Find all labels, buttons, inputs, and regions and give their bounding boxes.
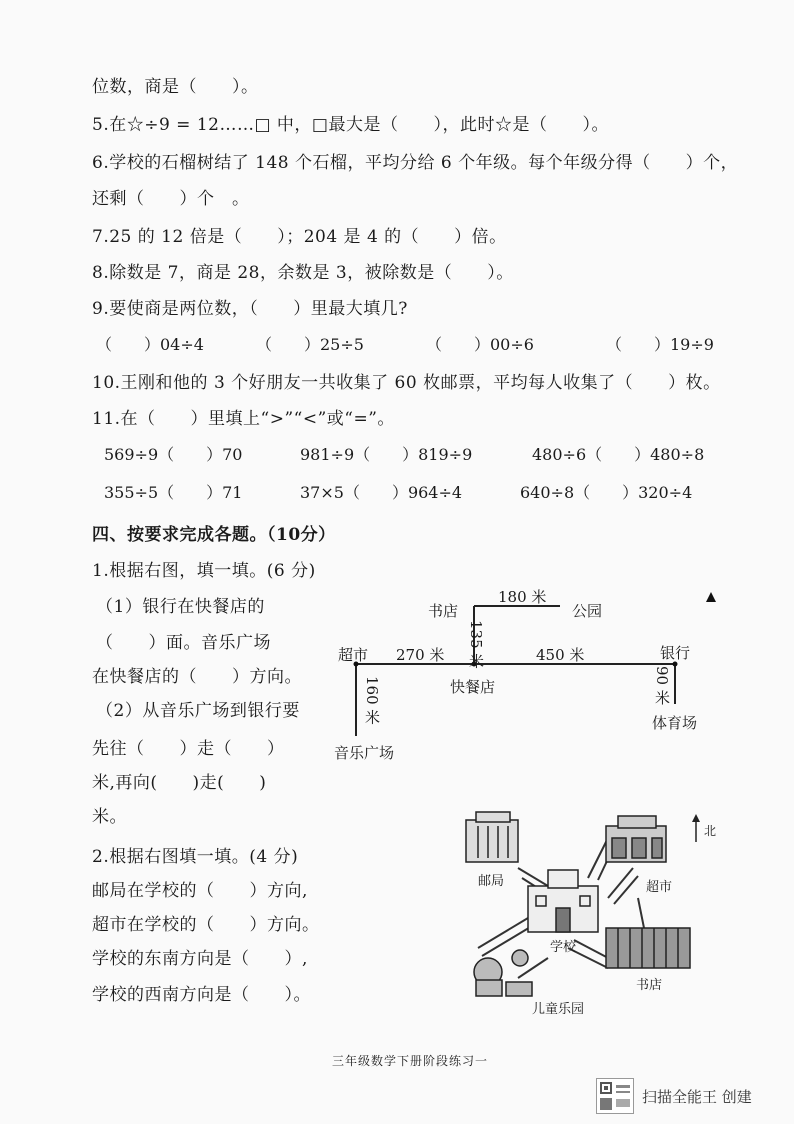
supermarket-icon (606, 816, 666, 862)
compare-item: 640÷8（ ）320÷4 (520, 483, 693, 502)
q11-row-2 (104, 480, 784, 502)
q9-items (96, 332, 776, 354)
line-q4-end: 位数，商是（ ）。 (92, 77, 259, 97)
question-9: 9.要使商是两位数，（ ）里最大填几? (92, 299, 408, 319)
compare-item: 569÷9（ ）70 (104, 445, 243, 464)
label-supermarket: 超市 (338, 646, 369, 664)
q1-line: 在快餐店的（ ）方向。 (92, 667, 302, 687)
compare-item: 355÷5（ ）71 (104, 483, 243, 502)
north-arrow-icon (692, 814, 700, 822)
north-arrow-icon (706, 592, 716, 602)
label-stadium: 体育场 (652, 714, 698, 732)
q1-line: 先往（ ）走（ ） (92, 739, 285, 759)
compare-item: 981÷9（ ）819÷9 (300, 445, 473, 464)
compare-item: 480÷6（ ）480÷8 (532, 445, 705, 464)
question-11: 11.在（ ）里填上“>”“<”或“=”。 (92, 409, 395, 429)
post-office-icon (466, 812, 518, 862)
q2-line: 超市在学校的（ ）方向。 (92, 915, 320, 935)
label-school: 学校 (550, 940, 577, 955)
q9-item: （ ）19÷9 (606, 335, 714, 354)
distance-450: 450 米 (536, 646, 585, 664)
label-supermarket: 超市 (646, 880, 673, 895)
town-map-drawing (458, 808, 728, 1020)
scanner-watermark (596, 1078, 752, 1114)
distance-90: 90 米 (653, 666, 671, 705)
q2-line: 邮局在学校的（ ）方向, (92, 881, 308, 901)
q9-item: （ ）25÷5 (256, 335, 364, 354)
question-5: 5.在☆÷9 = 12……□ 中，□最大是（ ），此时☆是（ ）。 (92, 115, 609, 135)
scanner-brand-text: 扫描全能王 创建 (642, 1087, 752, 1106)
label-music-square: 音乐广场 (334, 744, 395, 762)
question-7: 7.25 的 12 倍是（ ）；204 是 4 的（ ）倍。 (92, 227, 507, 247)
label-bank: 银行 (660, 644, 691, 662)
question-10: 10.王刚和他的 3 个好朋友一共收集了 60 枚邮票，平均每人收集了（ ）枚。 (92, 373, 721, 393)
question-6: 6.学校的石榴树结了 148 个石榴，平均分给 6 个年级。每个年级分得（ ）个， (92, 153, 739, 173)
q11-row-1 (104, 442, 784, 464)
q9-item: （ ）00÷6 (426, 335, 534, 354)
page-footer: 三年级数学下册阶段练习一 (332, 1054, 489, 1068)
route-map (330, 580, 730, 770)
bookstore-icon (606, 928, 690, 968)
label-bookstore: 书店 (636, 978, 663, 993)
section-4-q2-title: 2.根据右图填一填。(4 分) (92, 847, 299, 867)
question-8: 8.除数是 7，商是 28，余数是 3，被除数是（ ）。 (92, 263, 514, 283)
q2-line: 学校的东南方向是（ ）, (92, 949, 308, 969)
section-4-q1-title: 1.根据右图，填一填。(6 分) (92, 561, 316, 581)
label-fastfood: 快餐店 (450, 678, 496, 696)
q1-line: 米。 (92, 807, 127, 827)
q1-line: （ ）面。音乐广场 (96, 633, 271, 653)
q1-line: 米,再向( )走( ) (92, 773, 267, 793)
distance-270: 270 米 (396, 646, 445, 664)
playground-icon (474, 950, 532, 996)
q1-line: （1）银行在快餐店的 (96, 597, 265, 617)
distance-180: 180 米 (498, 588, 547, 606)
label-post-office: 邮局 (478, 874, 505, 889)
question-6-cont: 还剩（ ）个 。 (92, 189, 250, 209)
scanner-logo-icon (596, 1078, 634, 1114)
section-4-title: 四、按要求完成各题。（10分） (92, 525, 336, 545)
label-bookstore: 书店 (428, 602, 459, 620)
distance-160: 160 米 (363, 676, 381, 725)
distance-135: 135 米 (467, 620, 485, 669)
label-north: 北 (704, 824, 717, 838)
q9-item: （ ）04÷4 (96, 335, 204, 354)
town-map (458, 808, 728, 1020)
q2-line: 学校的西南方向是（ ）。 (92, 985, 311, 1005)
compare-item: 37×5（ ）964÷4 (300, 483, 463, 502)
q1-line: （2）从音乐广场到银行要 (96, 701, 300, 721)
label-park: 公园 (572, 602, 603, 620)
label-playground: 儿童乐园 (532, 1002, 585, 1017)
